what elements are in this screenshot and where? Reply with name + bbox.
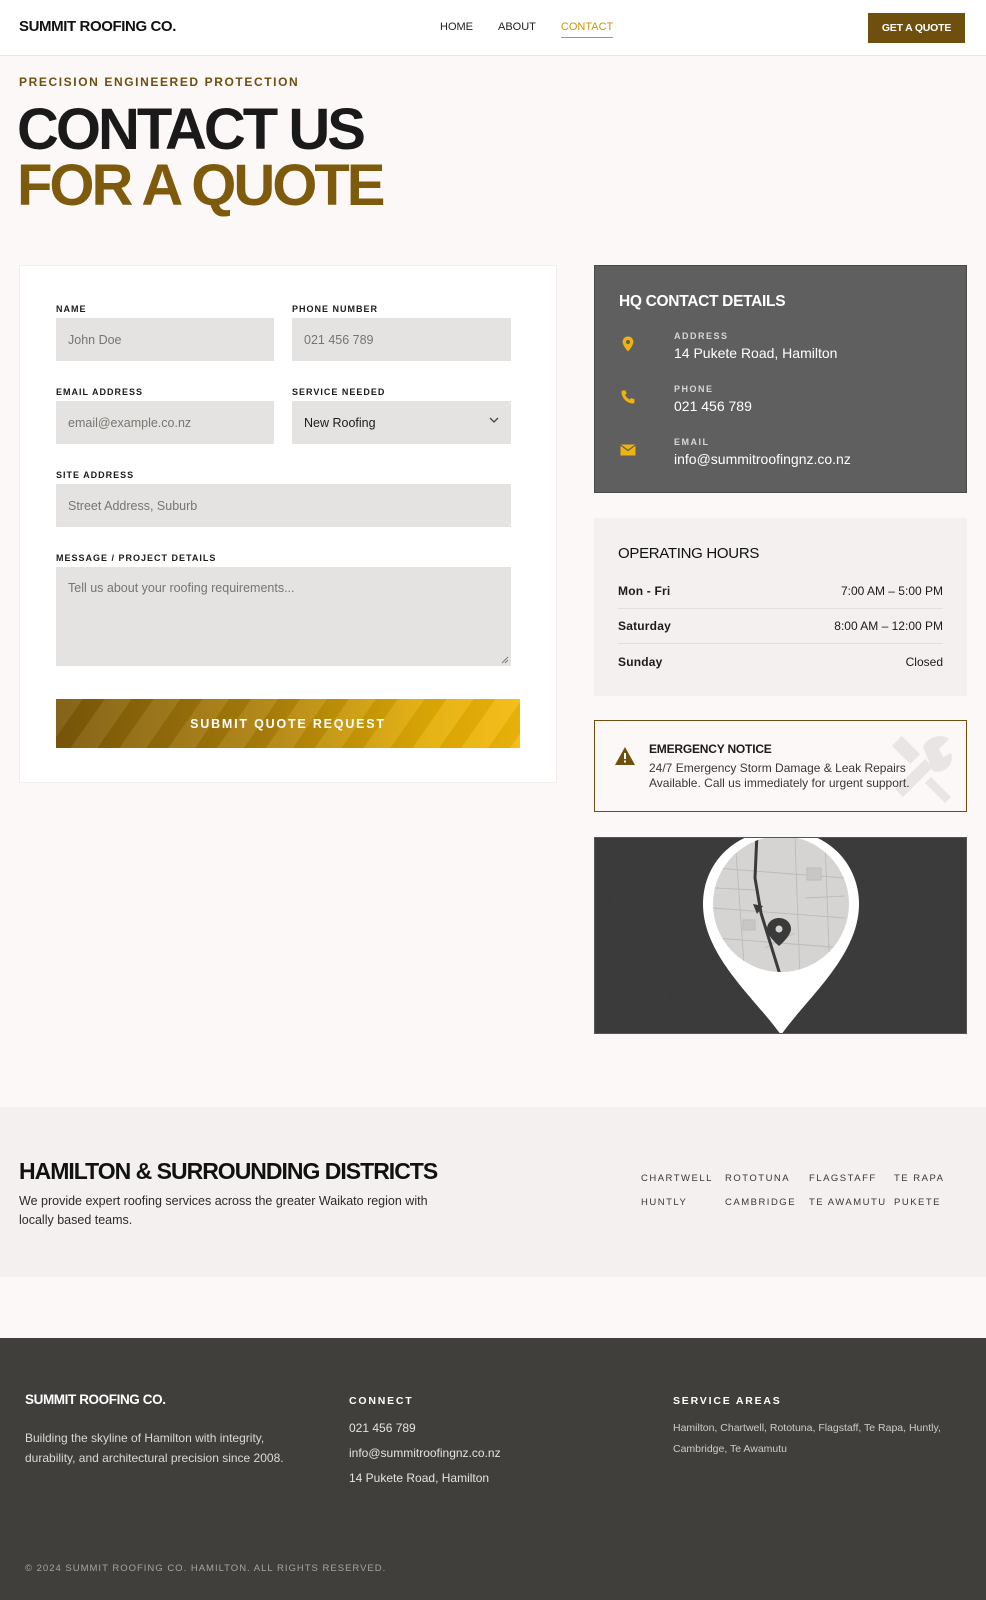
hours-row <box>618 574 943 609</box>
resize-grip-icon[interactable] <box>501 656 509 664</box>
site-address-label: SITE ADDRESS <box>56 470 135 480</box>
message-label: MESSAGE / PROJECT DETAILS <box>56 553 217 563</box>
mail-icon <box>619 441 637 459</box>
emergency-title: EMERGENCY NOTICE <box>649 742 772 756</box>
nav-link-contact[interactable]: CONTACT <box>561 21 613 38</box>
district-item: PUKETE <box>894 1197 942 1208</box>
hours-day: Mon - Fri <box>618 584 671 598</box>
name-label: NAME <box>56 304 87 314</box>
hours-time: 8:00 AM – 12:00 PM <box>834 619 943 633</box>
location-map[interactable] <box>594 837 967 1034</box>
hours-day: Saturday <box>618 619 671 633</box>
service-districts-section <box>0 1107 986 1277</box>
hours-row <box>618 609 943 644</box>
get-a-quote-button[interactable]: GET A QUOTE <box>868 13 965 43</box>
address-value: 14 Pukete Road, Hamilton <box>674 345 838 361</box>
hours-time: Closed <box>905 654 943 669</box>
emergency-text: 24/7 Emergency Storm Damage & Leak Repairs Available. Call us immediately for urgent support. <box>649 761 910 790</box>
chevron-down-icon <box>489 415 499 425</box>
page-title-line-2: FOR A QUOTE <box>17 153 383 218</box>
phone-field[interactable]: 021 456 789 <box>292 318 511 361</box>
district-item: CAMBRIDGE <box>725 1197 797 1208</box>
site-footer <box>0 1338 986 1600</box>
nav-links <box>440 21 613 38</box>
footer-email-link[interactable]: info@summitroofingnz.co.nz <box>349 1446 501 1460</box>
hours-time: 7:00 AM – 5:00 PM <box>840 584 943 598</box>
hq-contact-card <box>594 265 967 493</box>
hours-day: Sunday <box>618 654 663 669</box>
district-item: TE AWAMUTU <box>809 1197 887 1208</box>
service-select[interactable] <box>292 401 511 444</box>
submit-quote-button[interactable]: SUBMIT QUOTE REQUEST <box>56 699 520 748</box>
email-field[interactable]: email@example.co.nz <box>56 401 274 444</box>
districts-list <box>641 1173 971 1208</box>
districts-title: HAMILTON & SURROUNDING DISTRICTS <box>19 1158 438 1184</box>
nav-link-about[interactable]: ABOUT <box>498 21 536 33</box>
map-pin-icon <box>619 335 637 353</box>
operating-hours-card <box>594 518 967 696</box>
top-navbar <box>0 0 986 56</box>
warning-icon <box>614 746 636 766</box>
district-item: FLAGSTAFF <box>809 1173 877 1184</box>
message-placeholder: Tell us about your roofing requirements... <box>68 581 295 595</box>
hero-eyebrow: PRECISION ENGINEERED PROTECTION <box>19 75 300 89</box>
service-select-value: New Roofing <box>304 415 376 430</box>
footer-areas-heading: SERVICE AREAS <box>673 1395 782 1407</box>
emergency-notice <box>594 720 967 812</box>
footer-phone-link[interactable]: 021 456 789 <box>349 1421 416 1435</box>
site-logo[interactable]: SUMMIT ROOFING CO. <box>19 18 176 35</box>
email-label: EMAIL <box>674 437 710 447</box>
phone-label: PHONE NUMBER <box>292 304 379 314</box>
footer-logo[interactable]: SUMMIT ROOFING CO. <box>25 1392 166 1407</box>
footer-copyright: © 2024 SUMMIT ROOFING CO. HAMILTON. ALL RIGHTS RESERVED. <box>25 1563 387 1574</box>
hours-title: OPERATING HOURS <box>618 545 760 562</box>
quote-form <box>19 265 557 783</box>
footer-address-link[interactable]: 14 Pukete Road, Hamilton <box>349 1471 490 1485</box>
district-item: ROTOTUNA <box>725 1173 791 1184</box>
districts-text: We provide expert roofing services across the greater Waikato region with locally based teams. <box>19 1194 428 1227</box>
page-title <box>17 97 383 218</box>
page-title-line-1: CONTACT US <box>17 97 363 162</box>
service-label: SERVICE NEEDED <box>292 387 386 397</box>
footer-connect-heading: CONNECT <box>349 1395 414 1407</box>
phone-value[interactable]: 021 456 789 <box>674 398 752 414</box>
district-item: HUNTLY <box>641 1197 688 1208</box>
footer-description: Building the skyline of Hamilton with integrity, durability, and architectural precision since 2008. <box>25 1431 284 1465</box>
email-value[interactable]: info@summitroofingnz.co.nz <box>674 451 851 467</box>
address-label: ADDRESS <box>674 331 729 341</box>
nav-link-home[interactable]: HOME <box>440 21 473 33</box>
site-address-field[interactable]: Street Address, Suburb <box>56 484 511 527</box>
phone-label: PHONE <box>674 384 714 394</box>
name-field[interactable]: John Doe <box>56 318 274 361</box>
phone-icon <box>619 388 637 406</box>
district-item: TE RAPA <box>894 1173 945 1184</box>
message-textarea[interactable] <box>56 567 511 666</box>
email-label: EMAIL ADDRESS <box>56 387 144 397</box>
hq-title: HQ CONTACT DETAILS <box>619 293 786 310</box>
footer-areas-text: Hamilton, Chartwell, Rototuna, Flagstaff, Te Rapa, Huntly, Cambridge, Te Awamutu <box>673 1422 941 1455</box>
district-item: CHARTWELL <box>641 1173 713 1184</box>
hours-row <box>618 644 943 679</box>
map-illustration <box>595 838 967 1034</box>
